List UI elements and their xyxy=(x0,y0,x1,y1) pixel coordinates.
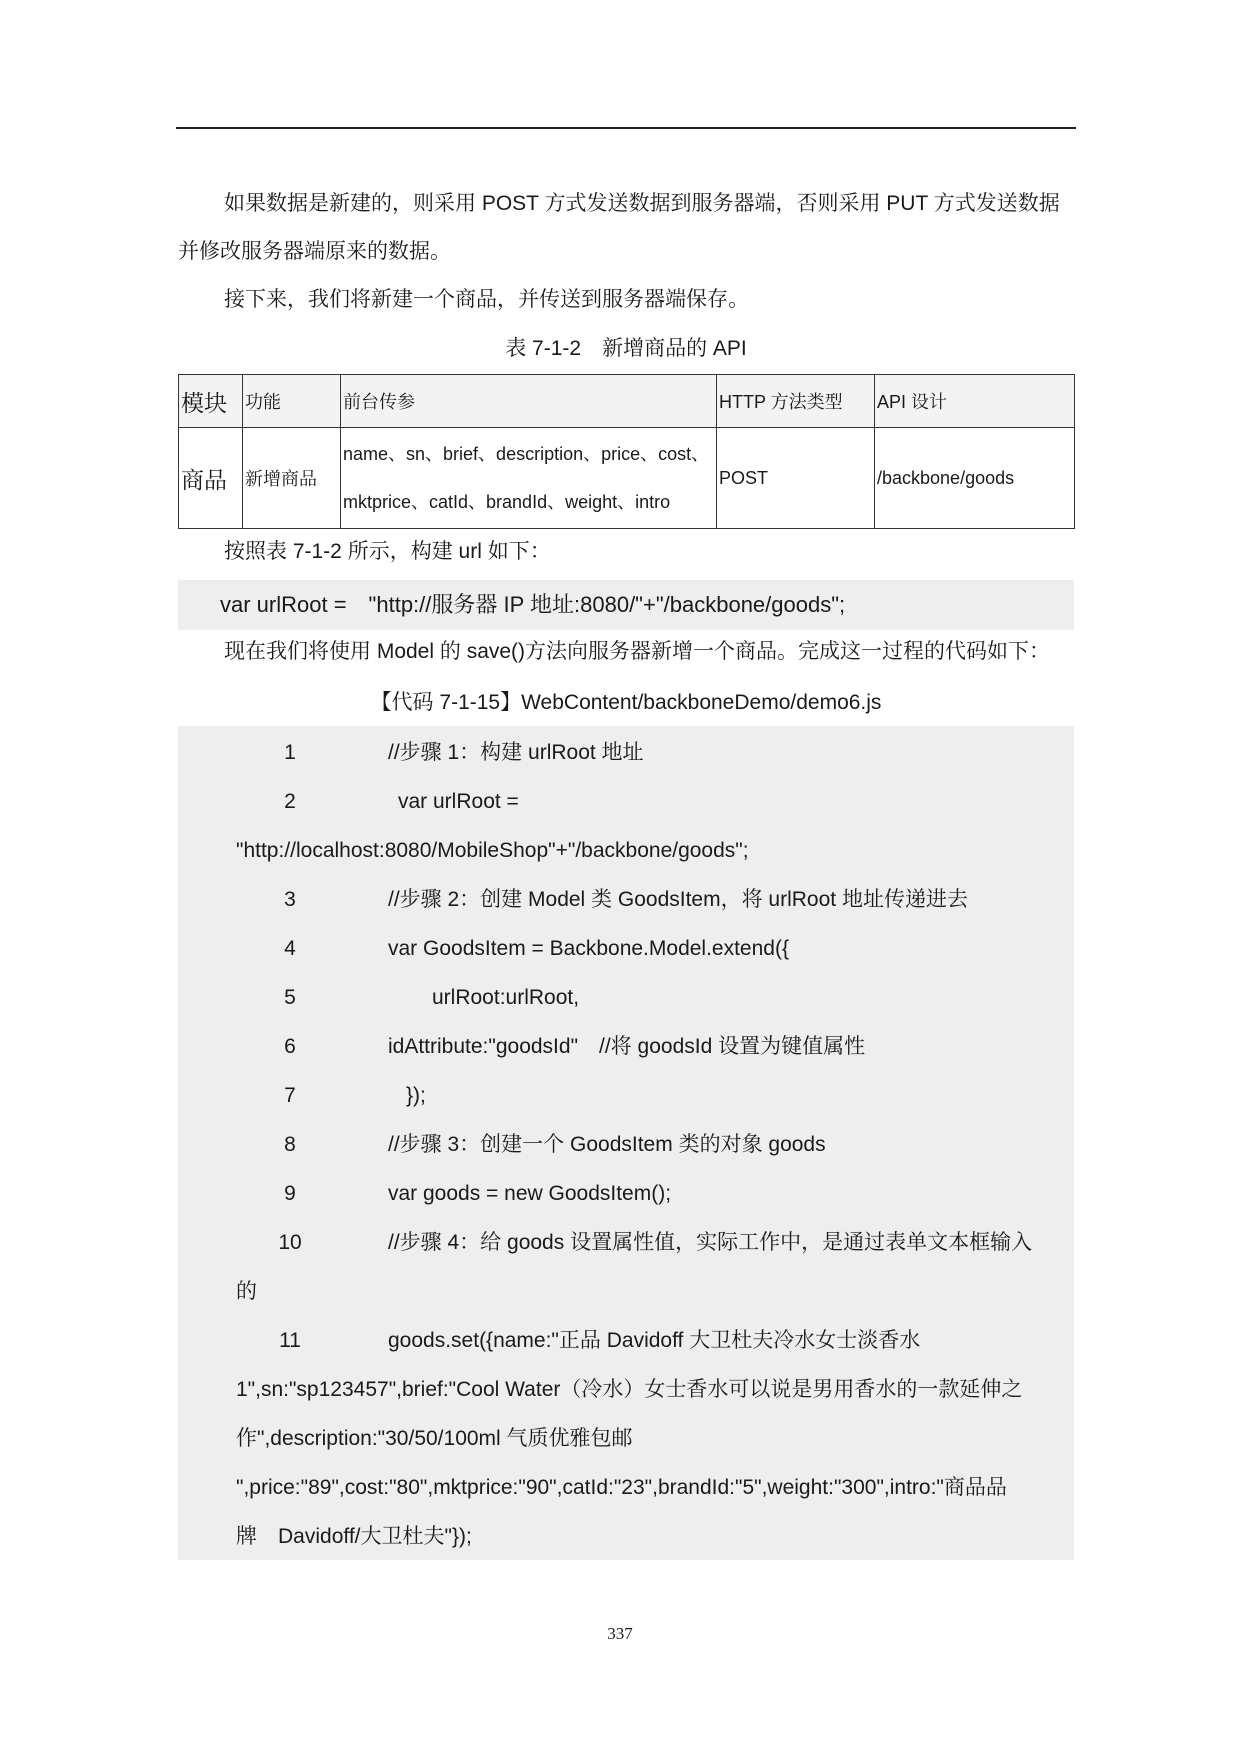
cell-api: /backbone/goods xyxy=(875,428,1075,529)
code-continuation: 作",description:"30/50/100ml 气质优雅包邮 xyxy=(236,1427,633,1450)
cell-method: POST xyxy=(717,428,875,529)
params-line-1: name、sn、brief、description、price、cost、 xyxy=(343,444,710,464)
header-api-design: API 设计 xyxy=(875,375,1075,428)
code-text: //步骤 3：创建一个 GoodsItem 类的对象 goods xyxy=(388,1133,826,1156)
code-text: //步骤 1：构建 urlRoot 地址 xyxy=(388,741,644,764)
page-number: 337 xyxy=(607,1624,633,1643)
cell-function: 新增商品 xyxy=(243,428,341,529)
table-caption: 表 7-1-2 新增商品的 API xyxy=(505,337,747,360)
line-number: 2 xyxy=(284,790,296,813)
url-code-line: var urlRoot = "http://服务器 IP 地址:8080/"+"/backbone/goods"; xyxy=(220,592,846,617)
header-http-method: HTTP 方法类型 xyxy=(717,375,875,428)
code-continuation: ",price:"89",cost:"80",mktprice:"90",catId:"23",brandId:"5",weight:"300",intro:"商品品 xyxy=(236,1476,1007,1499)
code-caption: 【代码 7-1-15】WebContent/backboneDemo/demo6.js xyxy=(370,691,882,714)
code-text: urlRoot:urlRoot, xyxy=(432,986,580,1009)
header-rule xyxy=(176,127,1076,129)
save-intro: 现在我们将使用 Model 的 save()方法向服务器新增一个商品。完成这一过程的代码如下： xyxy=(224,640,1051,663)
line-number: 6 xyxy=(284,1035,296,1058)
params-line-2: mktprice、catId、brandId、weight、intro xyxy=(343,492,671,512)
line-number: 1 xyxy=(284,741,296,764)
line-number: 10 xyxy=(278,1231,302,1254)
code-text: var GoodsItem = Backbone.Model.extend({ xyxy=(388,937,789,960)
line-number: 11 xyxy=(279,1329,301,1352)
code-text: //步骤 2：创建 Model 类 GoodsItem，将 urlRoot 地址传递进去 xyxy=(388,888,968,911)
code-text: idAttribute:"goodsId" //将 goodsId 设置为键值属性 xyxy=(388,1035,866,1058)
code-text: //步骤 4：给 goods 设置属性值，实际工作中，是通过表单文本框输入 xyxy=(388,1231,1033,1254)
line-number: 9 xyxy=(284,1182,296,1205)
code-continuation: "http://localhost:8080/MobileShop"+"/backbone/goods"; xyxy=(236,839,749,862)
intro-paragraph-2: 接下来，我们将新建一个商品，并传送到服务器端保存。 xyxy=(224,288,749,311)
line-number: 8 xyxy=(284,1133,296,1156)
line-number: 7 xyxy=(284,1084,296,1107)
line-number: 5 xyxy=(284,986,296,1009)
code-continuation: 1",sn:"sp123457",brief:"Cool Water（冷水）女士香水可以说是男用香水的一款延伸之 xyxy=(236,1378,1023,1401)
line-number: 3 xyxy=(284,888,296,911)
cell-module: 商品 xyxy=(179,428,243,529)
api-table xyxy=(178,374,1075,529)
code-continuation: 牌 Davidoff/大卫杜夫"}); xyxy=(236,1525,472,1548)
header-function: 功能 xyxy=(243,375,341,428)
code-text: goods.set({name:"正品 Davidoff 大卫杜夫冷水女士淡香水 xyxy=(388,1329,921,1352)
url-intro: 按照表 7-1-2 所示，构建 url 如下： xyxy=(224,540,551,563)
table-row xyxy=(179,428,1075,529)
intro-paragraph-1: 如果数据是新建的，则采用 POST 方式发送数据到服务器端，否则采用 PUT 方式发送数据并修改服务器端原来的数据。 xyxy=(178,192,1060,263)
table-header-row xyxy=(179,375,1075,428)
header-module: 模块 xyxy=(179,375,243,428)
code-text: var urlRoot = xyxy=(398,790,519,813)
code-text: var goods = new GoodsItem(); xyxy=(388,1182,672,1205)
code-text: }); xyxy=(406,1084,426,1107)
cell-params xyxy=(341,428,717,529)
header-params: 前台传参 xyxy=(341,375,717,428)
code-continuation: 的 xyxy=(236,1280,257,1303)
line-number: 4 xyxy=(284,937,296,960)
